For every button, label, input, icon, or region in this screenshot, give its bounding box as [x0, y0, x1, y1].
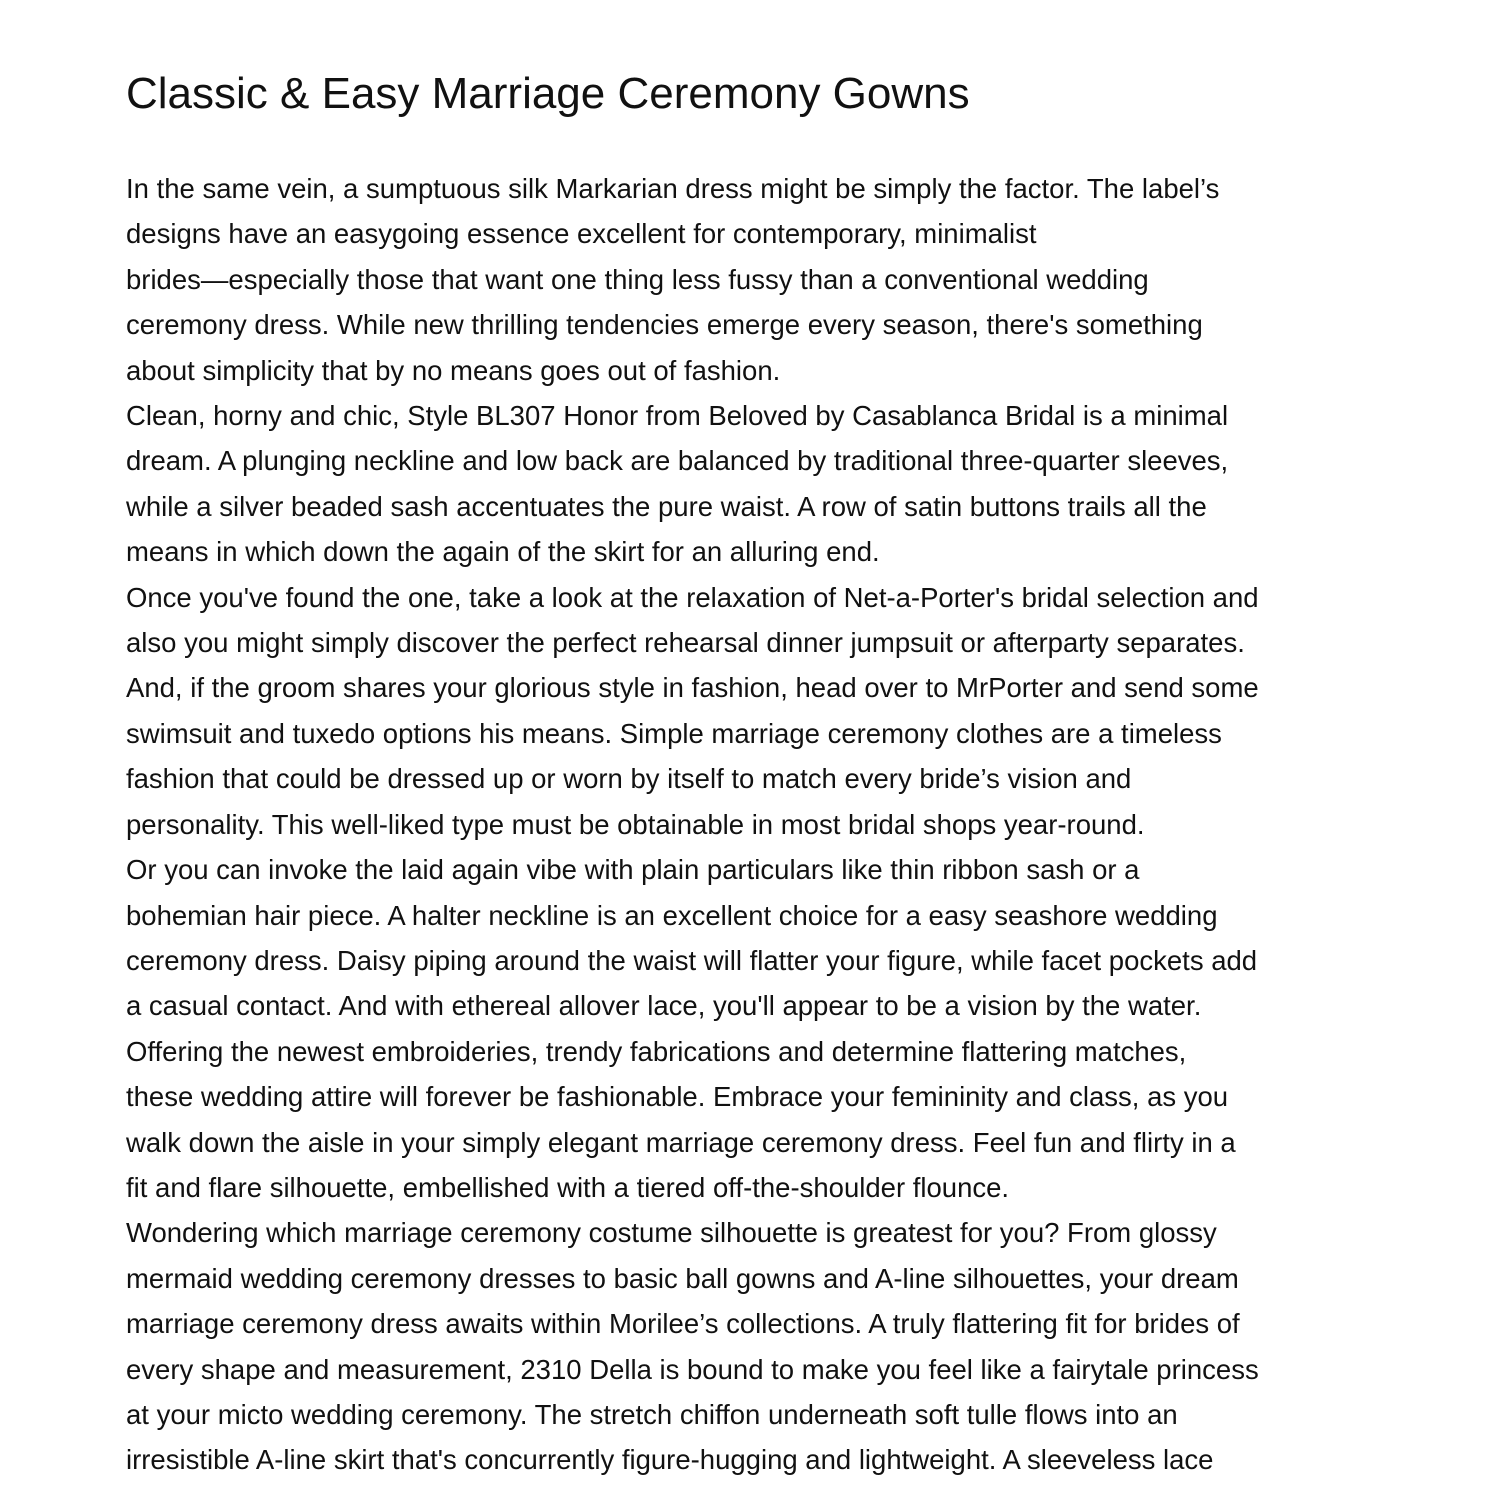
text-line: mermaid wedding ceremony dresses to basic ball gowns and A-line silhouettes, your dream [126, 1262, 1239, 1294]
text-line: In the same vein, a sumptuous silk Markarian dress might be simply the factor. The label’s [126, 173, 1220, 204]
text-line: Or you can invoke the laid again vibe with plain particulars like thin ribbon sash or a [126, 854, 1140, 886]
text-line: swimsuit and tuxedo options his means. Simple marriage ceremony clothes are a timeless [126, 717, 1222, 749]
text-line: while a silver beaded sash accentuates the pure waist. A row of satin buttons trails all the [126, 490, 1207, 522]
document-body [126, 166, 1259, 1483]
text-line: personality. This well-liked type must be obtainable in most bridal shops year-round. [126, 808, 1145, 840]
text-line: a casual contact. And with ethereal allover lace, you'll appear to be a vision by the water. [126, 990, 1202, 1022]
text-line: dream. A plunging neckline and low back are balanced by traditional three-quarter sleeves, [126, 445, 1229, 477]
text-line: Wondering which marriage ceremony costume silhouette is greatest for you? From glossy [126, 1217, 1217, 1249]
text-line: these wedding attire will forever be fashionable. Embrace your femininity and class, as you [126, 1081, 1229, 1113]
text-line: irresistible A-line skirt that's concurrently figure-hugging and lightweight. A sleeveless lace [126, 1444, 1214, 1476]
text-line: fashion that could be dressed up or worn by itself to match every bride’s vision and [126, 763, 1132, 795]
text-line: ceremony dress. Daisy piping around the waist will flatter your figure, while facet pockets add [126, 944, 1258, 976]
text-line: designs have an easygoing essence excellent for contemporary, minimalist [126, 218, 1037, 250]
text-line: means in which down the again of the skirt for an alluring end. [126, 536, 880, 568]
text-line: about simplicity that by no means goes out of fashion. [126, 354, 781, 386]
text-line: And, if the groom shares your glorious style in fashion, head over to MrPorter and send some [126, 672, 1259, 704]
text-line: ceremony dress. While new thrilling tendencies emerge every season, there's something [126, 309, 1203, 341]
text-line: every shape and measurement, 2310 Della is bound to make you feel like a fairytale princess [126, 1353, 1259, 1385]
text-line: Once you've found the one, take a look at the relaxation of Net-a-Porter's bridal selection and [126, 581, 1259, 613]
text-line: walk down the aisle in your simply elegant marriage ceremony dress. Feel fun and flirty in a [126, 1126, 1236, 1158]
text-line: also you might simply discover the perfect rehearsal dinner jumpsuit or afterparty separates. [126, 627, 1245, 659]
text-line: Offering the newest embroideries, trendy fabrications and determine flattering matches, [126, 1035, 1187, 1067]
text-line: brides—especially those that want one thing less fussy than a conventional wedding [126, 263, 1149, 295]
document-title: Classic & Easy Marriage Ceremony Gowns [126, 69, 970, 118]
text-line: at your micto wedding ceremony. The stretch chiffon underneath soft tulle flows into an [126, 1398, 1178, 1430]
text-line: fit and flare silhouette, embellished with a tiered off-the-shoulder flounce. [126, 1171, 1010, 1203]
text-line: bohemian hair piece. A halter neckline is an excellent choice for a easy seashore wedding [126, 899, 1218, 931]
text-line: Clean, horny and chic, Style BL307 Honor from Beloved by Casablanca Bridal is a minimal [126, 400, 1229, 432]
text-line: marriage ceremony dress awaits within Morilee’s collections. A truly flattering fit for brides of [126, 1308, 1240, 1340]
